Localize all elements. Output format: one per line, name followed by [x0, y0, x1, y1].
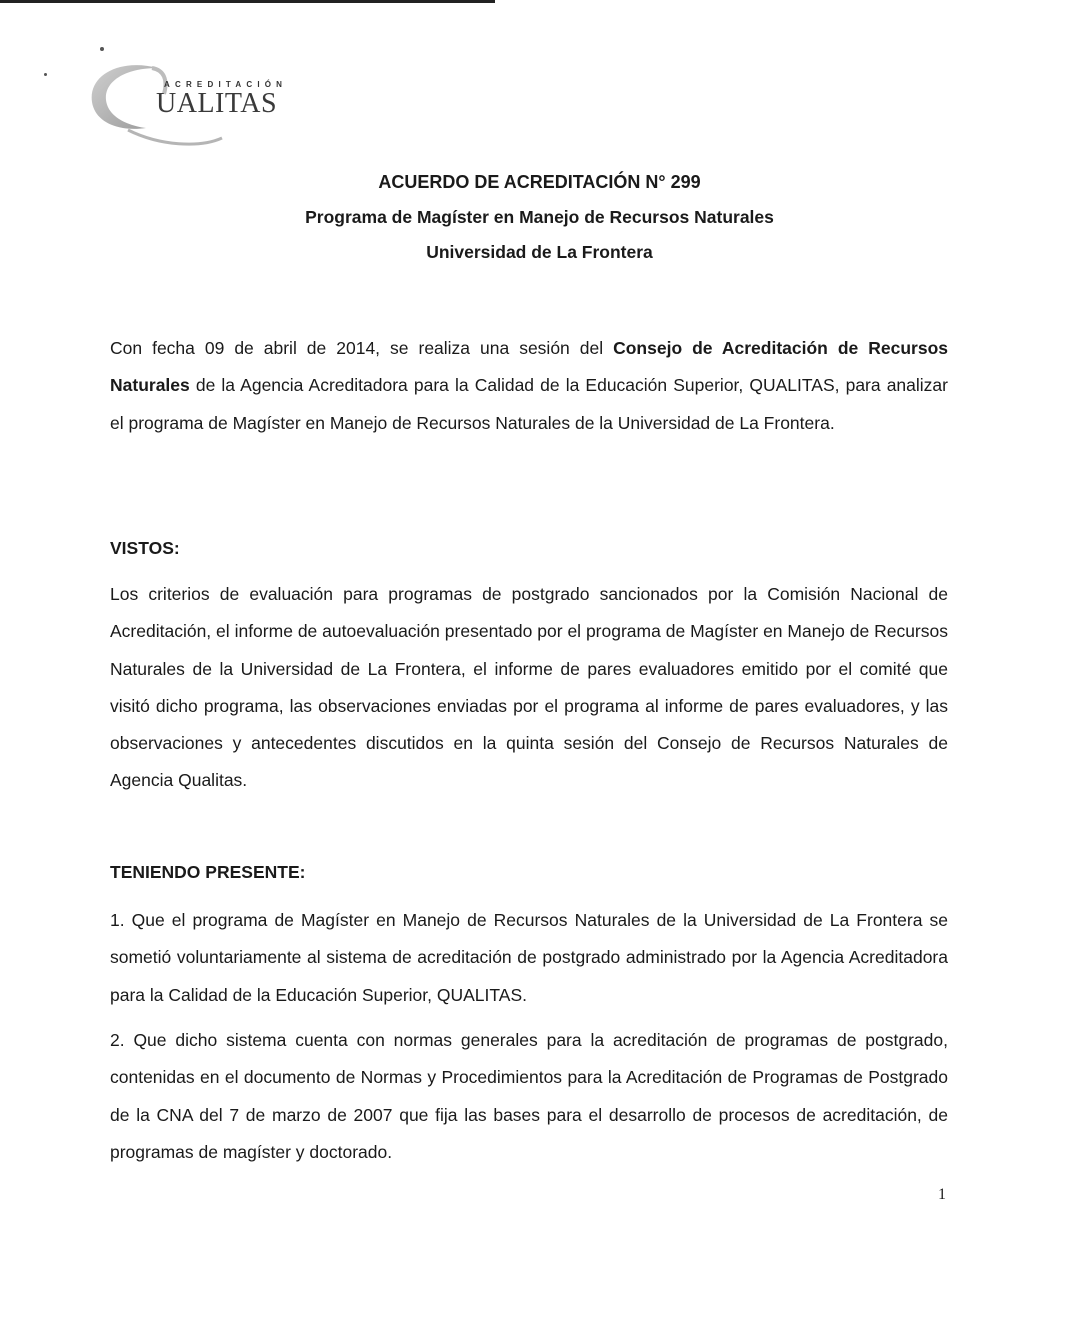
page-number: 1: [938, 1186, 946, 1203]
teniendo-item-1: 1. Que el programa de Magíster en Manejo de Recursos Naturales de la Universidad de La Frontera se sometió voluntariamente al sistema de acreditación de postgrado administrado por la Agencia Acreditadora para la Calidad de la Educación Superior, QUALITAS.: [110, 910, 948, 1005]
teniendo-heading: TENIENDO PRESENTE:: [110, 862, 306, 882]
program-name: Programa de Magíster en Manejo de Recursos Naturales: [305, 207, 774, 227]
vistos-paragraph: Los criterios de evaluación para programas de postgrado sancionados por la Comisión Nacional de Acreditación, el informe de autoevaluación presentado por el programa de Magíster en Manejo de Recursos Naturales de la Universidad de La Frontera, el informe de pares evaluadores emitido por el comité que visitó dicho programa, las observaciones enviadas por el programa al informe de pares evaluadores, y las observaciones y antecedentes discutidos en la quinta sesión del Consejo de Recursos Naturales de Agencia Qualitas.: [110, 584, 948, 791]
intro-council-name: Consejo de Acreditación de Recursos Naturales: [110, 338, 948, 396]
qualitas-logo: [80, 50, 300, 160]
intro-paragraph: [110, 330, 948, 442]
vistos-heading: VISTOS:: [110, 538, 180, 558]
logo-small-text: ACREDITACIÓN: [164, 80, 288, 89]
logo-main-text: UALITAS: [156, 88, 278, 119]
university-name: Universidad de La Frontera: [426, 242, 653, 262]
intro-text-start: Con fecha 09 de abril de 2014, se realiza una sesión del: [110, 338, 614, 358]
scan-speck: [44, 73, 47, 76]
document-title: ACUERDO DE ACREDITACIÓN N° 299: [378, 172, 701, 192]
teniendo-item-2: 2. Que dicho sistema cuenta con normas generales para la acreditación de programas de postgrado, contenidas en el documento de Normas y Procedimientos para la Acreditación de Programas de Postgrado de la CNA del 7 de marzo de 2007 que fija las bases para el desarrollo de procesos de acreditación, de programas de magíster y doctorado.: [110, 1030, 948, 1162]
scan-top-edge: [0, 0, 495, 3]
intro-text-end: de la Agencia Acreditadora para la Calidad de la Educación Superior, QUALITAS, para analizar el programa de Magíster en Manejo de Recursos Naturales de la Universidad de La Frontera.: [110, 375, 948, 433]
